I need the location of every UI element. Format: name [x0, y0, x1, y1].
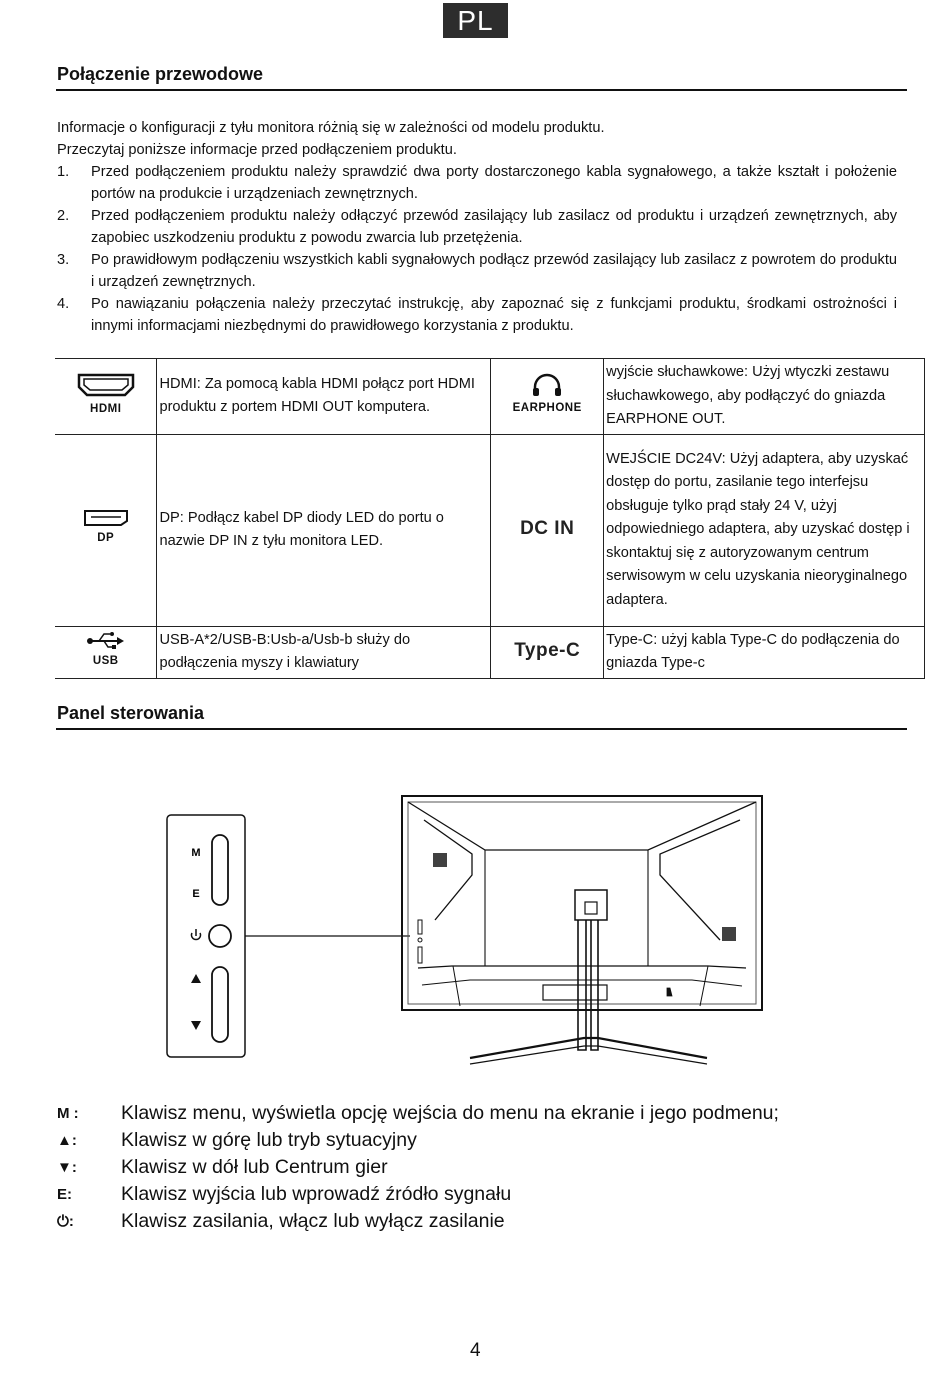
typec-port-cell — [491, 626, 604, 678]
key-legend — [57, 1100, 779, 1235]
key-label-e: E — [192, 888, 200, 900]
displayport-icon — [83, 509, 129, 527]
key-symbol: ▼: — [57, 1159, 77, 1176]
list-item — [57, 1154, 779, 1181]
key-symbol: ⏻: — [57, 1213, 74, 1230]
usb-port-cell — [55, 626, 157, 678]
typec-description: Type-C: użyj kabla Type-C do podłączenia do gniazda Type-c — [604, 626, 925, 678]
usb-description: USB-A*2/USB-B:Usb-a/Usb-b służy do podłączenia myszy i klawiatury — [157, 626, 491, 678]
key-description: Klawisz wyjścia lub wprowadź źródło sygnału — [121, 1183, 512, 1205]
dp-port-cell — [55, 434, 157, 626]
key-symbol: ▲: — [57, 1132, 77, 1149]
intro-line: Informacje o konfiguracji z tyłu monitora różnią się w zależności od modelu produktu. — [57, 120, 605, 136]
list-item — [57, 1208, 779, 1235]
monitor-control-diagram — [160, 790, 770, 1070]
dp-description: DP: Podłącz kabel DP diody LED do portu o nazwie DP IN z tyłu monitora LED. — [157, 434, 491, 626]
list-item: 4. Po nawiązaniu połączenia należy przeczytać instrukcję, aby zapoznać się z funkcjami produktu, środkami ostrożności i innymi informacjami niezbędnymi do prawidłowego korzystania z produktu. — [57, 296, 897, 334]
hdmi-port-cell — [55, 359, 157, 435]
section-divider — [56, 89, 907, 91]
section-title-control-panel: Panel sterowania — [57, 703, 205, 723]
earphone-port-label: EARPHONE — [512, 401, 582, 414]
language-badge: PL — [443, 3, 508, 38]
ports-table — [55, 358, 925, 679]
dcin-description: WEJŚCIE DC24V: Użyj adaptera, aby uzyskać dostęp do portu, zasilanie tego interfejsu obsługuje tylko prąd stały 24 V, użyj odpowiedniego adaptera, aby uzyskać dostęp i skontaktuj się z autoryzowanym centrum serwisowym w celu uzyskania nieoryginalnego adaptera. — [604, 434, 925, 626]
key-label-m: M — [191, 847, 201, 859]
key-description: Klawisz menu, wyświetla opcję wejścia do menu na ekranie i jego podmenu; — [121, 1102, 779, 1124]
dcin-port-cell — [491, 434, 604, 626]
page-number: 4 — [470, 1340, 481, 1361]
hdmi-icon — [76, 372, 136, 398]
table-row — [55, 434, 925, 626]
list-item: 2. Przed podłączeniem produktu należy odłączyć przewód zasilający lub zasilacz od produktu i urządzeń zewnętrznych, aby zapobiec uszkodzeniu produktu z powodu zwarcia lub przetężenia. — [57, 208, 897, 246]
earphone-description: wyjście słuchawkowe: Użyj wtyczki zestawu słuchawkowego, aby podłączyć do gniazda EARPHONE OUT. — [604, 359, 925, 435]
typec-port-label: Type-C — [514, 640, 581, 662]
list-item — [57, 1100, 779, 1127]
list-item: 3. Po prawidłowym podłączeniu wszystkich kabli sygnałowych podłącz przewód zasilający lub zasilacz z powrotem do produktu i urządzeń zewnętrznych. — [57, 252, 897, 290]
intro-line: Przeczytaj poniższe informacje przed podłączeniem produktu. — [57, 142, 457, 158]
table-row — [55, 359, 925, 435]
list-item — [57, 1181, 779, 1208]
usb-icon — [86, 630, 126, 650]
hdmi-port-label: HDMI — [90, 402, 122, 415]
earphone-port-cell — [491, 359, 604, 435]
dcin-port-label: DC IN — [520, 518, 575, 540]
table-row — [55, 626, 925, 678]
key-symbol: M : — [57, 1105, 79, 1122]
hdmi-description: HDMI: Za pomocą kabla HDMI połącz port HDMI produktu z portem HDMI OUT komputera. — [157, 359, 491, 435]
headphones-icon — [530, 373, 564, 397]
key-panel-zoom — [167, 815, 245, 1057]
key-description: Klawisz w górę lub tryb sytuacyjny — [121, 1129, 417, 1151]
section-divider — [56, 728, 907, 730]
section-title-wired: Połączenie przewodowe — [57, 64, 264, 84]
key-symbol: E: — [57, 1186, 72, 1203]
usb-port-label: USB — [92, 655, 119, 668]
list-item — [57, 1127, 779, 1154]
intro-text — [57, 117, 897, 337]
key-description: Klawisz w dół lub Centrum gier — [121, 1156, 388, 1178]
dp-port-label: DP — [97, 532, 115, 545]
key-description: Klawisz zasilania, włącz lub wyłącz zasilanie — [121, 1210, 505, 1232]
list-item: 1. Przed podłączeniem produktu należy sprawdzić dwa porty dostarczonego kabla sygnałowego, a także kształt i położenie portów na produkcie i urządzeniach zewnętrznych. — [57, 164, 897, 202]
monitor-back-illustration — [402, 796, 762, 1064]
